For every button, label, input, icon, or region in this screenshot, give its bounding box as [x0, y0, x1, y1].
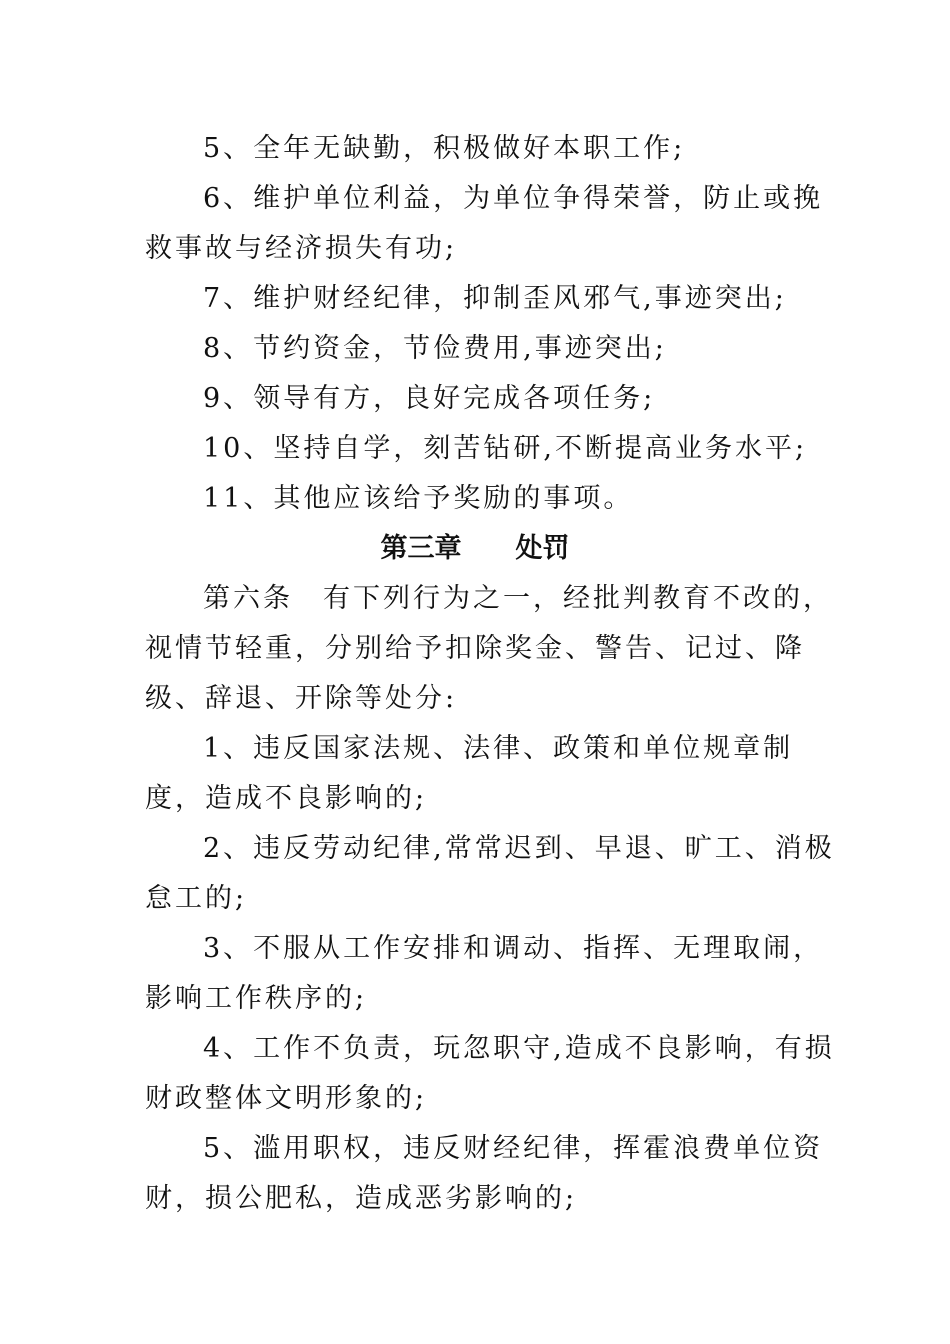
article-6: 第六条 有下列行为之一，经批判教育不改的，	[203, 583, 833, 614]
penalty-item-3-cont: 影响工作秩序的;	[145, 983, 368, 1014]
penalty-item-1-cont: 度，造成不良影响的;	[145, 783, 428, 814]
penalty-item-4: 4、工作不负责，玩忽职守,造成不良影响，有损	[203, 1033, 835, 1064]
penalty-item-3: 3、不服从工作安排和调动、指挥、无理取闹，	[203, 933, 824, 964]
reward-item-9: 9、领导有方，良好完成各项任务;	[203, 383, 656, 414]
penalty-item-5: 5、滥用职权，违反财经纪律，挥霍浪费单位资	[203, 1133, 824, 1164]
penalty-item-5-cont: 财，损公肥私，造成恶劣影响的;	[145, 1183, 578, 1214]
penalty-item-2-cont: 怠工的;	[145, 883, 248, 914]
reward-item-7: 7、维护财经纪律，抑制歪风邪气,事迹突出;	[203, 283, 787, 314]
reward-item-11: 11、其他应该给予奖励的事项。	[203, 483, 634, 514]
article-6-cont-1: 视情节轻重，分别给予扣除奖金、警告、记过、降	[145, 633, 805, 664]
penalty-item-1: 1、违反国家法规、法律、政策和单位规章制	[203, 733, 794, 764]
article-6-cont-2: 级、辞退、开除等处分:	[145, 683, 458, 714]
reward-item-6-cont: 救事故与经济损失有功;	[145, 233, 458, 264]
penalty-item-4-cont: 财政整体文明形象的;	[145, 1083, 428, 1114]
reward-item-6: 6、维护单位利益，为单位争得荣誉，防止或挽	[203, 183, 824, 214]
reward-item-5: 5、全年无缺勤，积极做好本职工作;	[203, 133, 686, 164]
reward-item-10: 10、坚持自学，刻苦钻研,不断提高业务水平;	[203, 433, 808, 464]
chapter-heading: 第三章 处罚	[380, 533, 570, 564]
penalty-item-2: 2、违反劳动纪律,常常迟到、早退、旷工、消极	[203, 833, 835, 864]
reward-item-8: 8、节约资金，节俭费用,事迹突出;	[203, 333, 667, 364]
